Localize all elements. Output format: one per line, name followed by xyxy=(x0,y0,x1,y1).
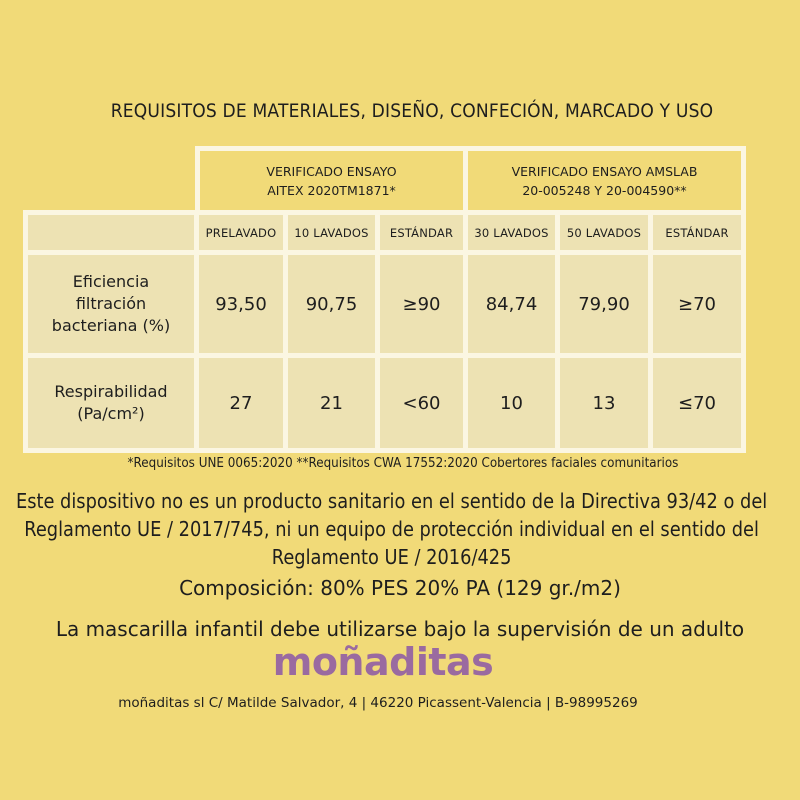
requirements-table xyxy=(23,210,746,453)
group-header-amslab xyxy=(463,146,746,210)
row-header-eficiencia-line3: bacteriana (%) xyxy=(51,316,171,335)
row-header-eficiencia-line2: filtración xyxy=(75,294,147,313)
disclaimer-line-2: Reglamento UE / 2017/745, ni un equipo de protección individual en el sentido del xyxy=(24,517,759,541)
composition-text: Composición: 80% PES 20% PA (129 gr./m2) xyxy=(179,576,621,600)
document-title: REQUISITOS DE MATERIALES, DISEÑO, CONFECIÓN, MARCADO Y USO xyxy=(110,100,714,122)
table-cell: ≥90 xyxy=(380,255,463,353)
row-header-respirabilidad xyxy=(28,358,194,448)
disclaimer-line-3: Reglamento UE / 2016/425 xyxy=(271,545,512,569)
column-header-10-lavados: 10 LAVADOS xyxy=(288,215,375,250)
row-header-eficiencia xyxy=(28,255,194,353)
row-header-respirabilidad-line1: Respirabilidad xyxy=(54,382,168,401)
brand-logo: moñaditas xyxy=(272,640,494,684)
row-header-eficiencia-line1: Eficiencia xyxy=(72,272,150,291)
requirements-footnote: *Requisitos UNE 0065:2020 **Requisitos CWA 17552:2020 Cobertores faciales comunitarios xyxy=(127,456,679,471)
column-header-30-lavados: 30 LAVADOS xyxy=(468,215,555,250)
table-cell: ≥70 xyxy=(653,255,741,353)
table-cell: 10 xyxy=(468,358,555,448)
table-cell: 90,75 xyxy=(288,255,375,353)
supervision-notice: La mascarilla infantil debe utilizarse bajo la supervisión de un adulto xyxy=(55,617,745,641)
table-cell: <60 xyxy=(380,358,463,448)
column-header-prelavado: PRELAVADO xyxy=(199,215,283,250)
group-header-amslab-line2: 20-005248 Y 20-004590** xyxy=(522,182,687,198)
table-cell: 84,74 xyxy=(468,255,555,353)
column-header-estandar-amslab: ESTÁNDAR xyxy=(653,215,741,250)
regulatory-disclaimer xyxy=(0,487,783,571)
company-footer: moñaditas sl C/ Matilde Salvador, 4 | 46220 Picassent-Valencia | B-98995269 xyxy=(118,695,638,711)
group-header-aitex xyxy=(195,146,468,210)
table-cell: 13 xyxy=(560,358,648,448)
group-header-aitex-line2: AITEX 2020TM1871* xyxy=(267,182,396,198)
row-header-respirabilidad-line2: (Pa/cm²) xyxy=(77,404,145,423)
column-header-50-lavados: 50 LAVADOS xyxy=(560,215,648,250)
table-cell: 79,90 xyxy=(560,255,648,353)
disclaimer-line-1: Este dispositivo no es un producto sanitario en el sentido de la Directiva 93/42 o del xyxy=(15,489,768,513)
group-header-amslab-line1: VERIFICADO ENSAYO AMSLAB xyxy=(511,163,698,179)
table-cell: ≤70 xyxy=(653,358,741,448)
table-cell: 21 xyxy=(288,358,375,448)
column-header-estandar-aitex: ESTÁNDAR xyxy=(380,215,463,250)
table-cell: 93,50 xyxy=(199,255,283,353)
table-cell: 27 xyxy=(199,358,283,448)
group-header-aitex-line1: VERIFICADO ENSAYO xyxy=(266,163,397,179)
table-corner-cell xyxy=(28,215,194,250)
